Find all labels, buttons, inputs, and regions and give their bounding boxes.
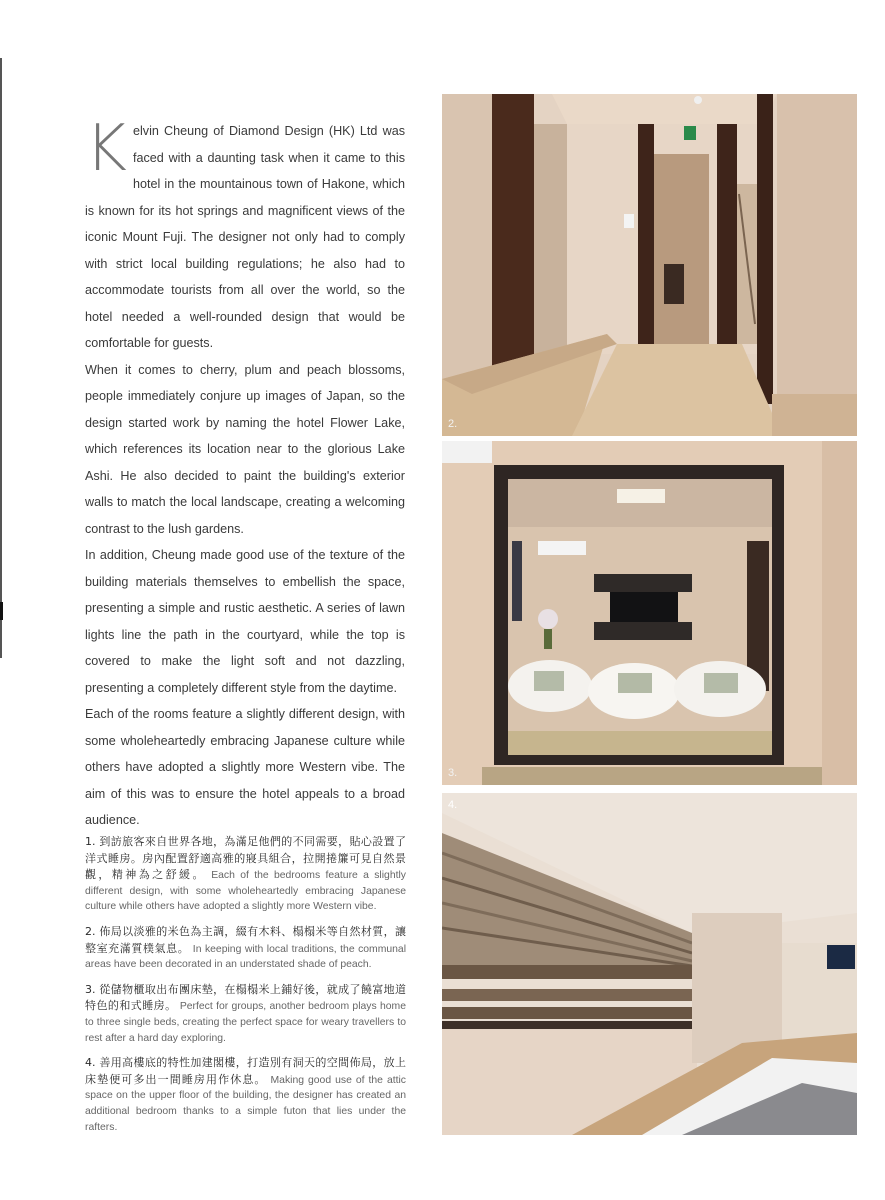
photo-captions — [85, 834, 406, 1144]
photo-tatami-bedroom — [442, 441, 857, 785]
caption-1-english: Each of the bedrooms feature a slightly different design, with some wholeheartedly embracing Japanese culture while others have adopted a slightly more Western vibe. — [85, 870, 406, 913]
article-paragraph-2: When it comes to cherry, plum and peach blossoms, people immediately conjure up images of Japan, so the design started work by naming the hotel Flower Lake, which references its location near to the glorious Lake Ashi. He also decided to paint the building's exterior walls to match the local landscape, creating a welcoming contrast to the lush gardens. — [85, 362, 405, 536]
caption-1 — [85, 834, 406, 915]
tatami-bedroom-illustration — [442, 441, 857, 785]
caption-4-english: Making good use of the attic space on the upper floor of the building, the designer has created an additional bedroom thanks to a simple futon that lies under the rafters. — [85, 1074, 406, 1133]
page-edge-marker — [0, 602, 3, 620]
caption-3-chinese: 3. 從儲物櫃取出布團床墊，在榻榻米上鋪好後，就成了饒富地道特色的和式睡房。 — [85, 982, 406, 1013]
caption-2-english: In keeping with local traditions, the communal areas have been decorated in an understated shade of peach. — [85, 943, 407, 971]
caption-4-chinese: 4. 善用高樓底的特性加建閣樓，打造別有洞天的空間佈局，放上床墊便可多出一間睡房用作休息。 — [85, 1056, 406, 1086]
caption-4 — [85, 1055, 406, 1135]
photo-attic-bedroom — [442, 793, 857, 1135]
photo-hallway — [442, 94, 857, 436]
caption-2-chinese: 2. 佈局以淡雅的米色為主調，綴有木料、榻榻米等自然材質，讓整室充滿質樸氣息。 — [85, 924, 406, 955]
caption-3-english: Perfect for groups, another bedroom plays home to three single beds, creating the perfect space for weary travellers to rest after a hard day exploring. — [85, 1001, 406, 1044]
page-edge-divider — [0, 58, 2, 658]
drop-cap: K — [85, 112, 127, 186]
photo-number-2: 2. — [448, 418, 458, 430]
caption-3 — [85, 982, 406, 1046]
hallway-illustration — [442, 94, 857, 436]
article-paragraph-3: In addition, Cheung made good use of the texture of the building materials themselves to embellish the space, presenting a simple and rustic aesthetic. A series of lawn lights line the path in the courtyard, while the top is covered to make the light soft and not dazzling, presenting a completely different style from the daytime. — [85, 548, 405, 695]
attic-bedroom-illustration — [442, 793, 857, 1135]
photo-number-3: 3. — [448, 767, 458, 779]
article-paragraph-1 — [85, 112, 405, 357]
paragraph-1-text: elvin Cheung of Diamond Design (HK) Ltd was faced with a daunting task when it came to this hotel in the mountainous town of Hakone, which is known for its hot springs and magnificent views of the iconic Mount Fuji. The designer not only had to comply with strict local building regulations; he also had to accommodate tourists from all over the world, so the hotel needed a well-rounded design that would be comfortable for guests. — [85, 124, 405, 350]
photo-number-4: 4. — [448, 799, 458, 811]
caption-1-chinese: 1. 到訪旅客來自世界各地，為滿足他們的不同需要，貼心設置了洋式睡房。房內配置舒適高雅的寢具組合，拉開捲簾可見自然景觀，精神為之舒緩。 — [85, 835, 406, 882]
article-paragraph-4: Each of the rooms feature a slightly different design, with some wholeheartedly embracing Japanese culture while others have adopted a slightly more Western vibe. The aim of this was to ensure the hotel appeals to a broad audience. — [85, 707, 405, 827]
article-body — [85, 112, 405, 834]
caption-2 — [85, 924, 406, 973]
